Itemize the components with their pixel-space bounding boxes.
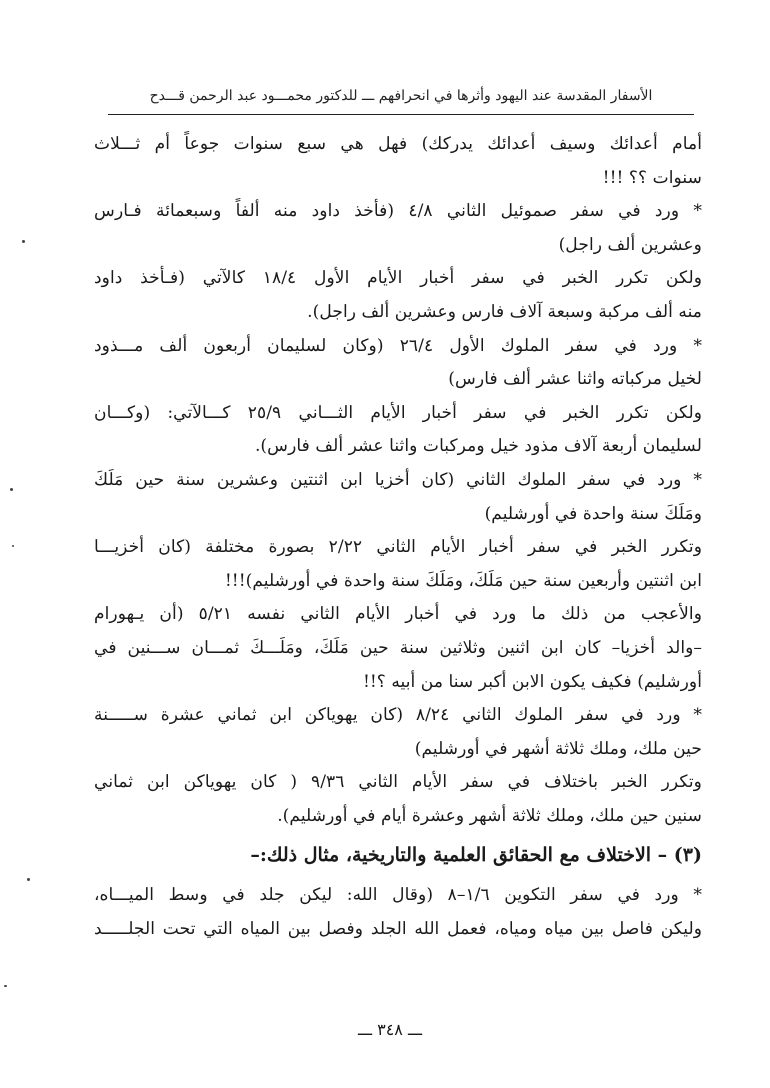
text-line: * ورد في سفر الملوك الثاني (كان أخزيا ابن اثنتين وعشرين سنة حين مَلَكَ	[94, 469, 702, 490]
text-line: ولكن تكرر الخبر في سفر أخبار الأيام الثـــاني ٢٥/٩ كـــالآتي: (وكـــان	[94, 402, 702, 423]
text-line: لسليمان أربعة آلاف مذود خيل ومركبات واثنا عشر ألف فارس).	[254, 436, 702, 457]
scan-speck	[12, 545, 14, 547]
scan-speck	[10, 488, 13, 491]
text-line: أمام أعدائك وسيف أعدائك يدركك) فهل هي سبع سنوات جوعاً أم ثـــلاث	[94, 134, 702, 154]
running-header: الأسفار المقدسة عند اليهود وأثرها في انحرافهم ـــ للدكتور محمـــود عبد الرحمن قـــدح	[149, 88, 653, 104]
text-line: * ورد في سفر الملوك الأول ٢٦/٤ (وكان لسليمان أربعون ألف مـــذود	[94, 335, 702, 356]
text-line: حين ملك، وملك ثلاثة أشهر في أورشليم)	[414, 738, 702, 759]
text-line: وتكرر الخبر في سفر أخبار الأيام الثاني ٢/٢٢ بصورة مختلفة (كان أخزيـــا	[94, 537, 702, 558]
text-line: لخيل مركباته واثنا عشر ألف فارس)	[448, 369, 702, 390]
text-line: ولكن تكرر الخبر في سفر أخبار الأيام الأول ١٨/٤ كالآتي (فـأخذ داود	[94, 268, 702, 289]
scan-speck	[4, 985, 7, 987]
text-line: سنوات ؟؟ !!!	[602, 167, 702, 188]
text-line: والأعجب من ذلك ما ورد في أخبار الأيام الثاني نفسه ٥/٢١ (أن يـهورام	[94, 604, 702, 625]
text-line: سنين حين ملك، وملك ثلاثة أشهر وعشرة أيام في أورشليم).	[277, 805, 702, 826]
text-line: منه ألف مركبة وسبعة آلاف فارس وعشرين ألف راجل).	[307, 301, 702, 322]
scan-speck	[27, 878, 30, 881]
section-heading: (٣) – الاختلاف مع الحقائق العلمية والتاريخية، مثال ذلك:–	[250, 844, 702, 867]
header-rule	[108, 114, 694, 115]
text-line: وليكن فاصل بين مياه ومياه، فعمل الله الجلد وفصل بين المياه التي تحت الجلـــــد	[94, 918, 702, 939]
text-line: وتكرر الخبر باختلاف في سفر الأيام الثاني ٩/٣٦ ( كان يهوياكن ابن ثماني	[94, 772, 702, 793]
page-number: ـــ ٣٤٨ ـــ	[357, 1020, 423, 1039]
text-line: –والد أخزيا– كان ابن اثنين وثلاثين سنة حين مَلَكَ، ومَلَـــكَ ثمـــان ســـنين في	[94, 637, 702, 658]
text-line: ومَلَكَ سنة واحدة في أورشليم)	[484, 503, 702, 524]
text-line: أورشليم) فكيف يكون الابن أكبر سنا من أبيه ؟!!	[362, 671, 702, 692]
text-line: * ورد في سفر الملوك الثاني ٨/٢٤ (كان يهوياكن ابن ثماني عشرة ســـــنة	[94, 705, 702, 726]
text-line: * ورد في سفر صموئيل الثاني ٤/٨ (فأخذ داود منه ألفاً وسبعمائة فـارس	[94, 201, 702, 222]
text-line: ابن اثنتين وأربعين سنة حين مَلَكَ، ومَلَكَ سنة واحدة في أورشليم)!!!	[224, 570, 702, 591]
text-line: * ورد في سفر التكوين ١/٦–٨ (وقال الله: ليكن جلد في وسط الميـــاه،	[94, 885, 702, 906]
text-line: وعشرين ألف راجل)	[558, 234, 702, 255]
scan-speck	[22, 240, 25, 243]
page-body	[94, 128, 702, 946]
